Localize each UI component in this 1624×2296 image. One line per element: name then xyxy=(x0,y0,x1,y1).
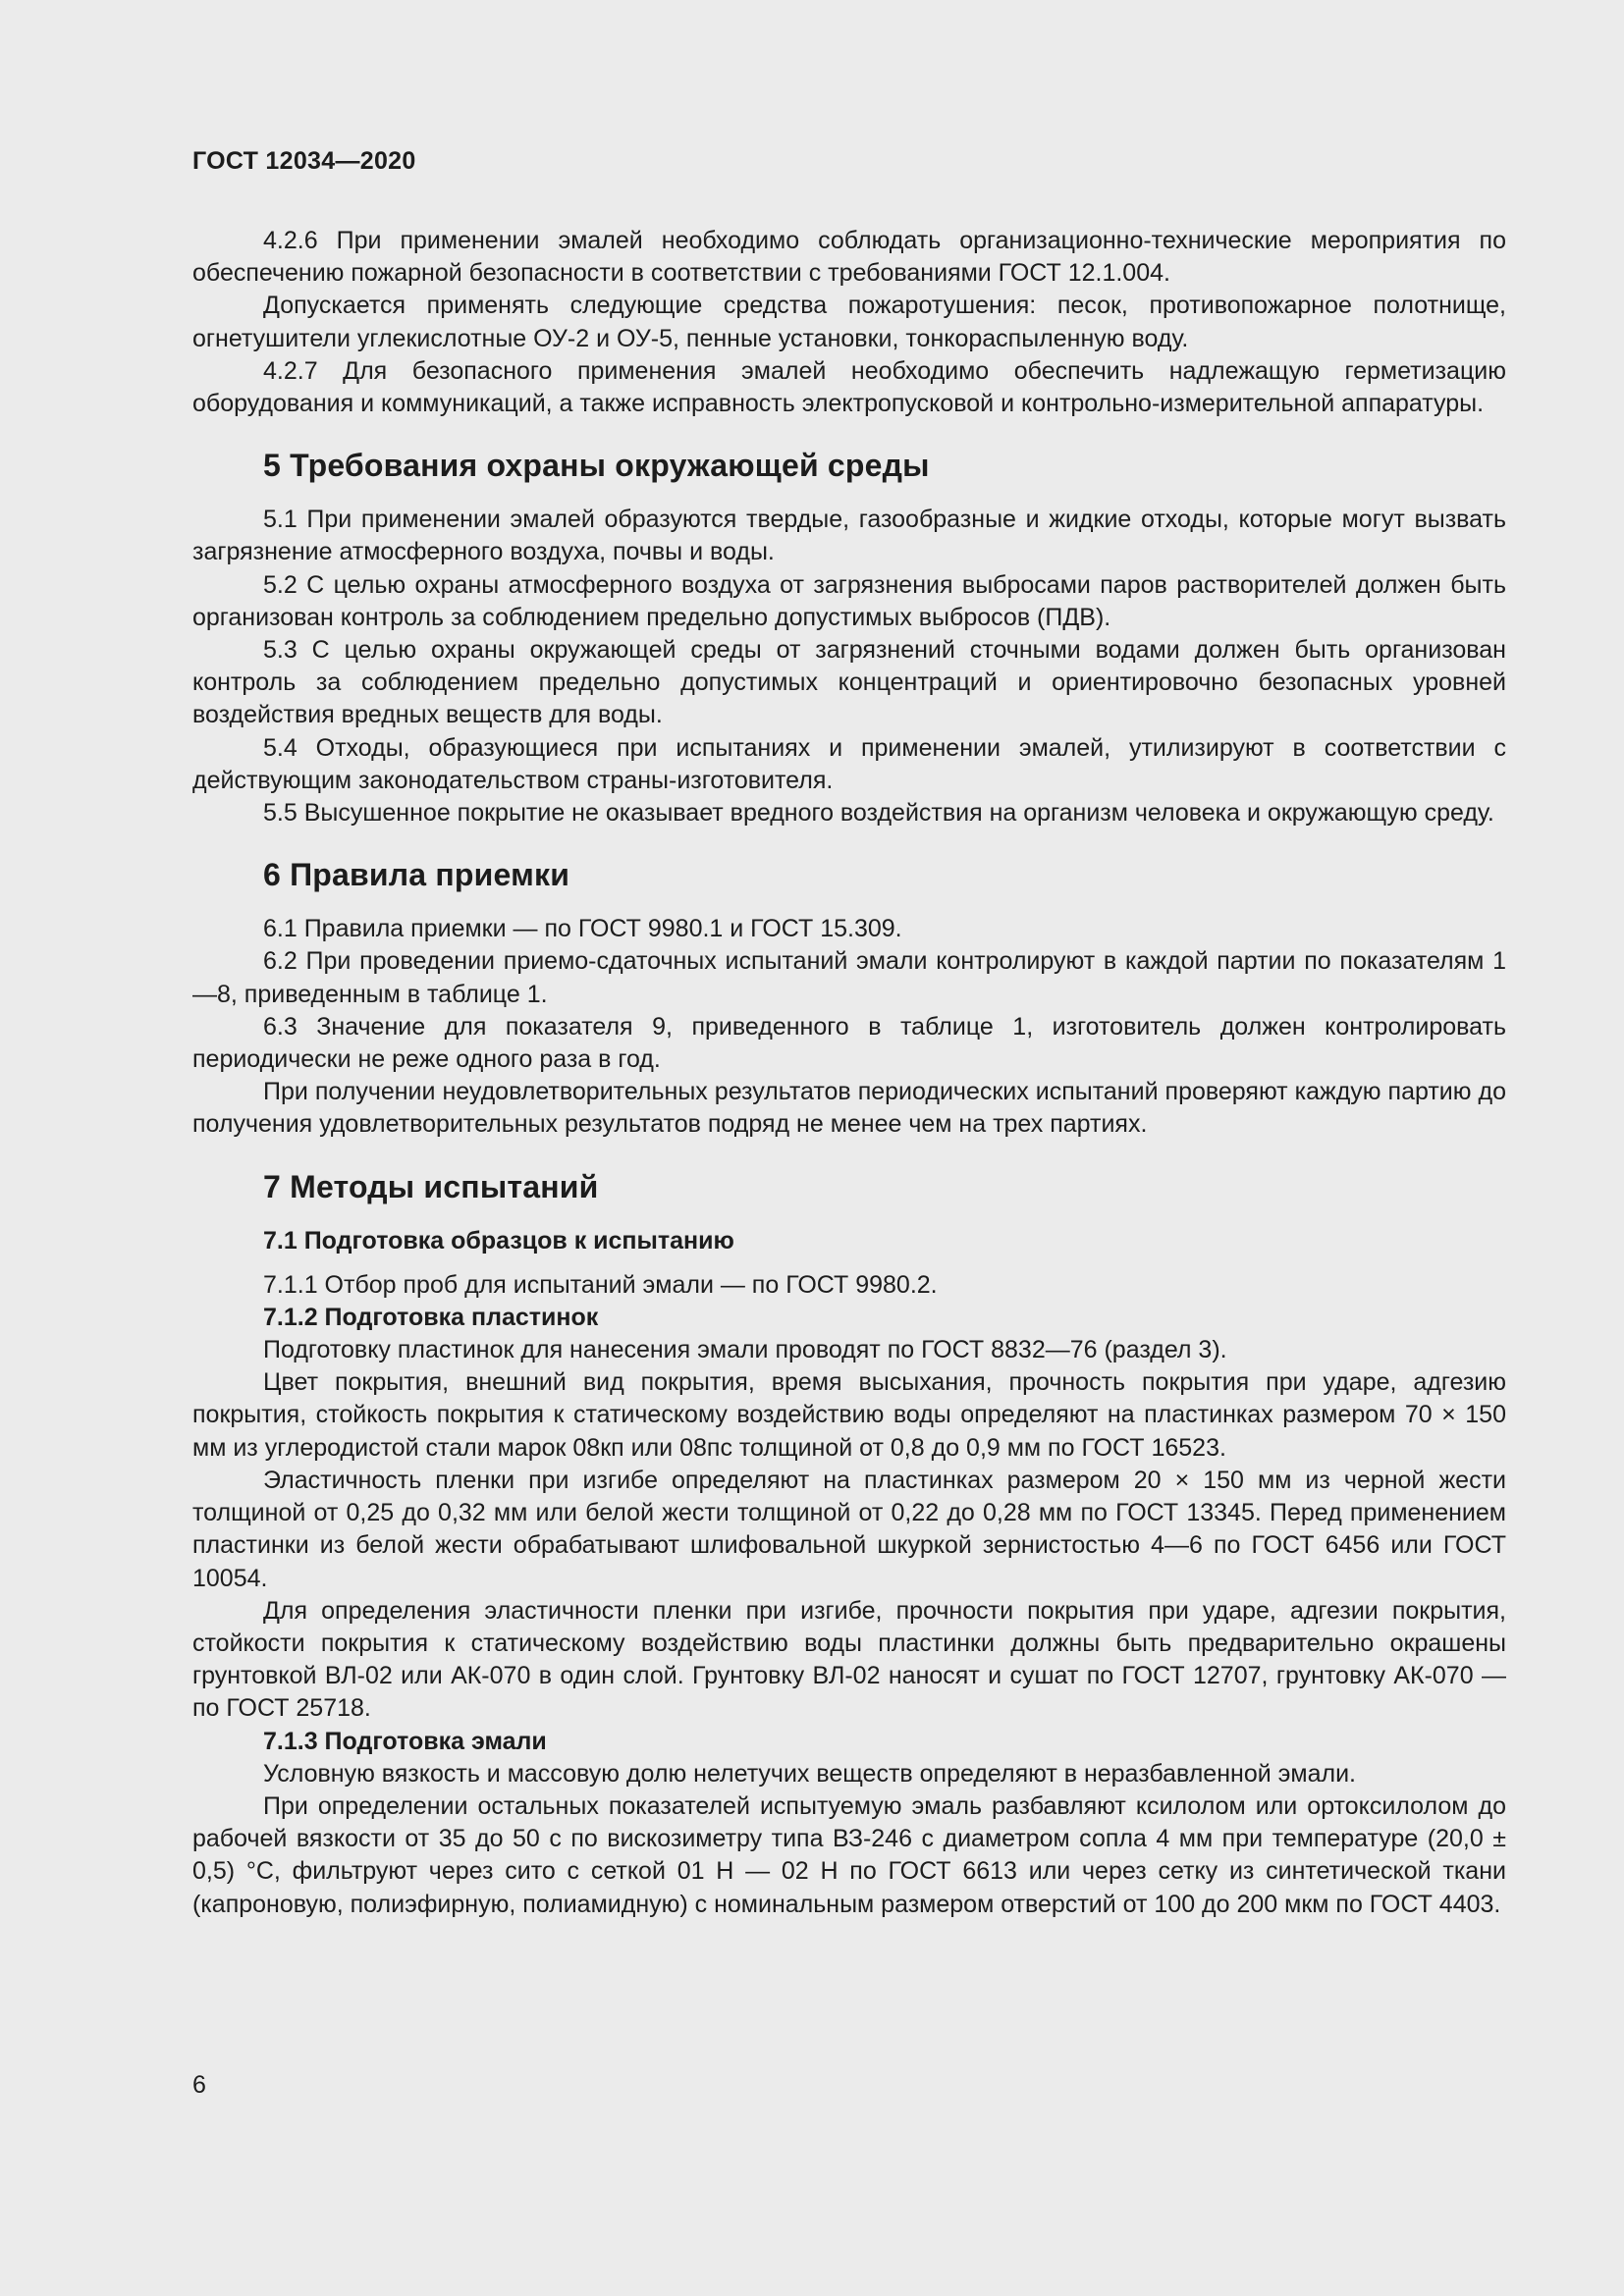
paragraph-6-3-periodic: При получении неудовлетворительных результатов периодических испытаний проверяют каждую партию до получения удовлетворительных результатов подряд не менее чем на трех партиях. xyxy=(192,1078,1506,1139)
paragraph-7-1-2-a: Подготовку пластинок для нанесения эмали проводят по ГОСТ 8832—76 (раздел 3). xyxy=(263,1336,1227,1364)
paragraph-7-1-2-c: Эластичность пленки при изгибе определяют на пластинках размером 20 × 150 мм из черной жести толщиной от 0,25 до 0,32 мм или белой жести толщиной от 0,22 до 0,28 мм по ГОСТ 13345. Перед применением пластинки из белой жести обрабатывают шлифовальной шкуркой зернистостью 4—6 по ГОСТ 6456 или ГОСТ 10054. xyxy=(192,1466,1506,1592)
document-code-header: ГОСТ 12034—2020 xyxy=(192,147,416,175)
paragraph-4-2-7: 4.2.7 Для безопасного применения эмалей необходимо обеспечить надлежащую герметизацию оборудования и коммуникаций, а также исправность электропусковой и контрольно-измерительной аппаратуры. xyxy=(192,356,1506,418)
paragraph-5-2: 5.2 С целью охраны атмосферного воздуха от загрязнения выбросами паров растворителей должен быть организован контроль за соблюдением предельно допустимых выбросов (ПДВ). xyxy=(192,570,1506,631)
document-body xyxy=(192,225,1506,1921)
subsection-7-1-2-heading: 7.1.2 Подготовка пластинок xyxy=(263,1303,599,1331)
paragraph-6-2: 6.2 При проведении приемо-сдаточных испытаний эмали контролируют в каждой партии по показателям 1—8, приведенным в таблице 1. xyxy=(192,947,1506,1008)
paragraph-7-1-3-a: Условную вязкость и массовую долю нелетучих веществ определяют в неразбавленной эмали. xyxy=(263,1759,1356,1788)
paragraph-7-1-3-b: При определении остальных показателей испытуемую эмаль разбавляют ксилолом или ортоксилолом до рабочей вязкости от 35 до 50 с по вискозиметру типа ВЗ-246 с диаметром сопла 4 мм при температуре (20,0 ± 0,5) °С, фильтруют через сито с сеткой 01 Н — 02 Н по ГОСТ 6613 или через сетку из синтетической ткани (капроновую, полиэфирную, полиамидную) с номинальным размером отверстий от 100 до 200 мкм по ГОСТ 4403. xyxy=(192,1791,1506,1918)
paragraph-7-1-1: 7.1.1 Отбор проб для испытаний эмали — по ГОСТ 9980.2. xyxy=(263,1270,938,1299)
paragraph-6-1: 6.1 Правила приемки — по ГОСТ 9980.1 и ГОСТ 15.309. xyxy=(263,915,902,943)
paragraph-4-2-6: 4.2.6 При применении эмалей необходимо соблюдать организационно-технические мероприятия по обеспечению пожарной безопасности в соответствии с требованиями ГОСТ 12.1.004. xyxy=(192,227,1506,288)
paragraph-4-2-6-extinguishing: Допускается применять следующие средства пожаротушения: песок, противопожарное полотнище, огнетушители углекислотные ОУ-2 и ОУ-5, пенные установки, тонкораспыленную воду. xyxy=(192,292,1506,352)
paragraph-5-4: 5.4 Отходы, образующиеся при испытаниях и применении эмалей, утилизируют в соответствии с действующим законодательством страны-изготовителя. xyxy=(192,733,1506,794)
paragraph-7-1-2-b: Цвет покрытия, внешний вид покрытия, время высыхания, прочность покрытия при ударе, адгезию покрытия, стойкость покрытия к статическому воздействию воды определяют на пластинках размером 70 × 150 мм из углеродистой стали марок 08кп или 08пс толщиной от 0,8 до 0,9 мм по ГОСТ 16523. xyxy=(192,1368,1506,1462)
paragraph-5-1: 5.1 При применении эмалей образуются твердые, газообразные и жидкие отходы, которые могут вызвать загрязнение атмосферного воздуха, почвы и воды. xyxy=(192,506,1506,566)
paragraph-7-1-2-d: Для определения эластичности пленки при изгибе, прочности покрытия при ударе, адгезии покрытия, стойкости покрытия к статическому воздействию воды пластинки должны быть предварительно окрашены грунтовкой ВЛ-02 или АК-070 в один слой. Грунтовку ВЛ-02 наносят и сушат по ГОСТ 12707, грунтовку АК-070 — по ГОСТ 25718. xyxy=(192,1596,1506,1723)
paragraph-5-3: 5.3 С целью охраны окружающей среды от загрязнений сточными водами должен быть организован контроль за соблюдением предельно допустимых концентраций и ориентировочно безопасных уровней воздействия вредных веществ для воды. xyxy=(192,636,1506,729)
section-7-heading: 7 Методы испытаний xyxy=(263,1168,599,1204)
subsection-7-1-heading: 7.1 Подготовка образцов к испытанию xyxy=(263,1226,734,1255)
subsection-7-1-3-heading: 7.1.3 Подготовка эмали xyxy=(263,1727,547,1755)
section-5-heading: 5 Требования охраны окружающей среды xyxy=(263,448,930,484)
page-number: 6 xyxy=(192,2071,206,2099)
paragraph-6-3: 6.3 Значение для показателя 9, приведенного в таблице 1, изготовитель должен контролировать периодически не реже одного раза в год. xyxy=(192,1012,1506,1074)
paragraph-5-5: 5.5 Высушенное покрытие не оказывает вредного воздействия на организм человека и окружающую среду. xyxy=(263,799,1494,828)
section-6-heading: 6 Правила приемки xyxy=(263,857,570,893)
